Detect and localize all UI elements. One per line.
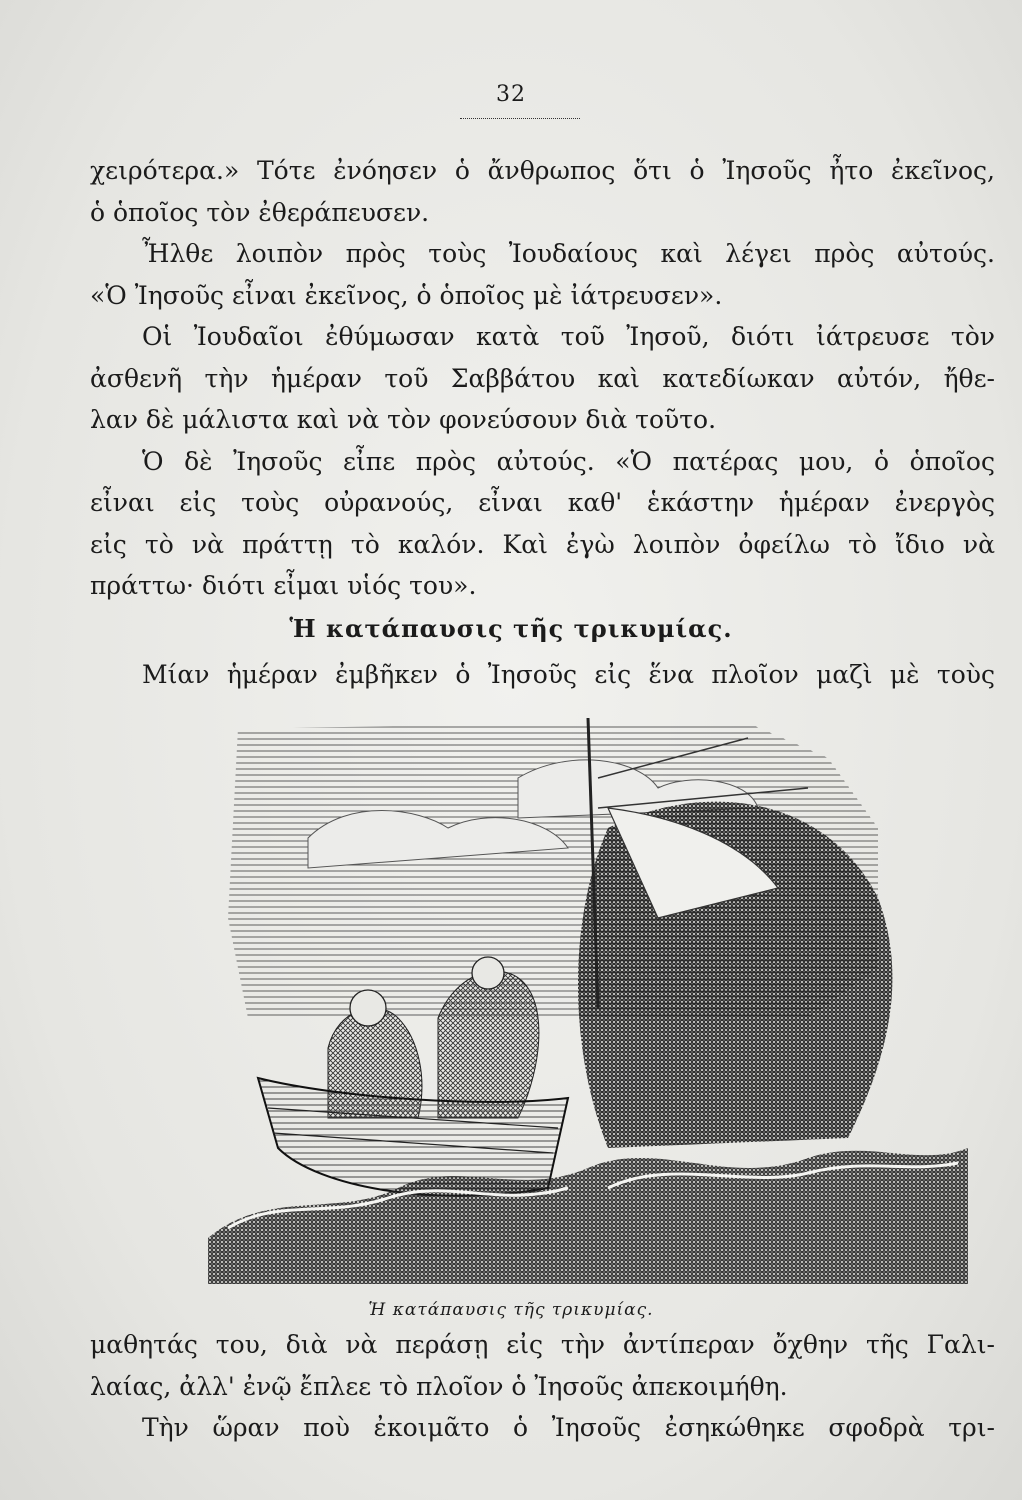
illustration-caption: Ἡ κατάπαυσις τῆς τρικυμίας.	[368, 1300, 654, 1320]
text-line: μαθητάς του, διὰ νὰ περάσῃ εἰς τὴν ἀντίπεραν ὄχθην τῆς Γαλι-	[90, 1330, 995, 1359]
page-number: 32	[496, 82, 526, 107]
text-line: ὁ ὁποῖος τὸν ἐθεράπευσεν.	[90, 197, 430, 227]
storm-boat-engraving	[188, 718, 992, 1284]
text-line: Τὴν ὥραν ποὺ ἐκοιμᾶτο ὁ Ἰησοῦς ἐσηκώθηκε σφοδρὰ τρι-	[142, 1413, 995, 1442]
figure-head	[350, 990, 386, 1026]
text-line: εἶναι εἰς τοὺς οὐρανούς, εἶναι καθ' ἑκάστην ἡμέραν ἐνεργὸς	[90, 488, 995, 517]
paragraph-block-1	[90, 150, 995, 607]
section-heading: Ἡ κατάπαυσις τῆς τρικυμίας.	[289, 614, 733, 643]
text-line: Μίαν ἡμέραν ἐμβῆκεν ὁ Ἰησοῦς εἰς ἕνα πλοῖον μαζὶ μὲ τοὺς	[142, 660, 995, 689]
figure-head	[472, 957, 504, 989]
paragraph-block-2	[90, 654, 995, 696]
text-line: «Ὁ Ἰησοῦς εἶναι ἐκεῖνος, ὁ ὁποῖος μὲ ἰάτρευσεν».	[90, 280, 723, 310]
text-line: ἀσθενῆ τὴν ἡμέραν τοῦ Σαββάτου καὶ κατεδίωκαν αὐτόν, ἤθε-	[90, 363, 995, 393]
text-line: Ὁ δὲ Ἰησοῦς εἶπε πρὸς αὐτούς. «Ὁ πατέρας μου, ὁ ὁποῖος	[142, 446, 995, 476]
text-line: πράττω· διότι εἶμαι υἱός του».	[90, 571, 477, 600]
text-line: χειρότερα.» Τότε ἐνόησεν ὁ ἄνθρωπος ὅτι ὁ Ἰησοῦς ἦτο ἐκεῖνος,	[90, 156, 995, 185]
paragraph-block-3	[90, 1324, 995, 1449]
text-line: εἰς τὸ νὰ πράττῃ τὸ καλόν. Καὶ ἐγὼ λοιπὸν ὀφείλω τὸ ἴδιο νὰ	[90, 529, 995, 559]
text-line: Οἱ Ἰουδαῖοι ἐθύμωσαν κατὰ τοῦ Ἰησοῦ, διότι ἰάτρευσε τὸν	[142, 322, 995, 351]
text-line: Ἦλθε λοιπὸν πρὸς τοὺς Ἰουδαίους καὶ λέγει πρὸς αὐτούς.	[142, 239, 995, 268]
page-number-rule	[460, 118, 580, 119]
text-line: λαίας, ἀλλ' ἐνῷ ἔπλεε τὸ πλοῖον ὁ Ἰησοῦς ἀπεκοιμήθη.	[90, 1371, 788, 1401]
text-line: λαν δὲ μάλιστα καὶ νὰ τὸν φονεύσουν διὰ τοῦτο.	[90, 405, 717, 434]
figure	[438, 971, 539, 1118]
